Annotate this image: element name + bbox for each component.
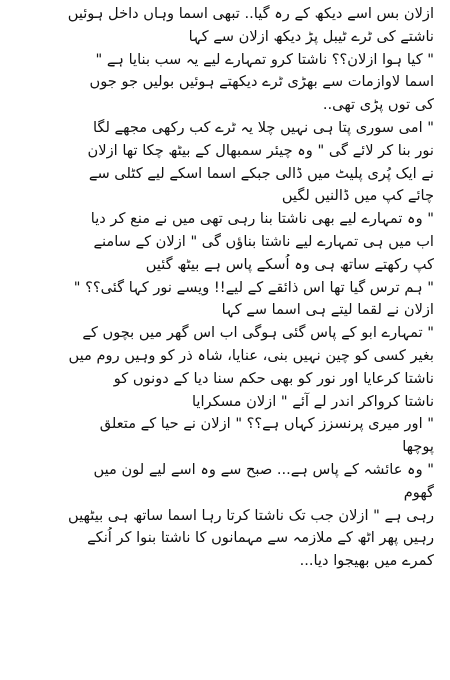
text-line: " ہم ترس گیا تھا اس ذائقے کے لیے!! ویسے نور کہا گئی؟؟ " bbox=[73, 278, 434, 296]
text-line: " امی سوری پتا ہی نہیں چلا یہ ٹرے کب رکھی مجھے لگا bbox=[92, 118, 434, 136]
text-line: کمرے میں بھیجوا دیا... bbox=[299, 552, 434, 570]
text-line: رہیں پھر اٹھ کے ملازمہ سے مہمانوں کا ناشتا بنوا کر اُنکے bbox=[87, 529, 434, 547]
text-line: ازلان نے لقما لیتے ہی اسما سے کہا bbox=[221, 301, 434, 319]
text-line: ازلان بس اسے دیکھ کے رہ گیا.. تبھی اسما وہاں داخل ہوئیں bbox=[67, 5, 434, 22]
text-line: ناشتا کرعایا اور نور کو بھی حکم سنا دیا کے دونوں کو bbox=[113, 369, 434, 387]
text-line: " وہ عائشہ کے پاس ہے... صبح سے وہ اسے لیے لون میں bbox=[93, 460, 434, 478]
text-line: چائے کپ میں ڈالنیں لگیں bbox=[281, 187, 434, 205]
text-line: بغیر کسی کو چین نہیں بنی، عنایا، شاہ ذر کو وہیں روم میں bbox=[68, 346, 434, 364]
text-line: " تمہارے ابو کے پاس گئی ہوگی اب اس گھر میں بچوں کے bbox=[82, 324, 434, 342]
text-line: " کیا ہوا ازلان؟؟ ناشتا کرو تمہارے لیے یہ سب بنایا ہے " bbox=[95, 50, 434, 68]
text-line: رہی ہے " ازلان جب تک ناشتا کرتا رہا اسما ساتھ ہی بیٹھیں bbox=[68, 506, 434, 524]
text-line: نور بنا کر لائے گی " وہ چیئر سمبھال کے بیٹھ چکا تھا ازلان bbox=[87, 141, 434, 159]
text-line: اب میں ہی تمہارے لیے ناشتا بناؤں گی " ازلان کے سامنے bbox=[93, 232, 434, 250]
urdu-text-body bbox=[16, 3, 434, 573]
text-line: " وہ تمہارے لیے بھی ناشتا بنا رہی تھی میں نے منع کر دیا bbox=[90, 210, 434, 228]
text-line: " اور میری پرنسزز کہاں ہے؟؟ " ازلان نے حیا کے متعلق bbox=[99, 415, 434, 433]
text-line: کی توں پڑی تھی.. bbox=[322, 96, 434, 114]
text-line: پوچھا bbox=[402, 438, 434, 456]
text-line: ناشتا کرواکر اندر لے آئے " ازلان مسکرایا bbox=[191, 392, 434, 410]
text-line: کپ رکھتے ساتھ ہی وہ اُسکے پاس ہے بیٹھ گئیں bbox=[145, 255, 434, 273]
text-line: نے ایک پُری پلیٹ میں ڈالی جبکے اسما اسکے لیے کٹلی سے bbox=[88, 164, 434, 182]
text-line: اسما لاوازمات سے بھڑی ٹرے دیکھتے ہوئیں بولیں جو جوں bbox=[89, 73, 434, 91]
text-line: ناشتے کی ٹرے ٹیبل پڑ دیکھ ازلان سے کہا bbox=[188, 27, 434, 45]
text-line: گھوم bbox=[403, 483, 434, 501]
